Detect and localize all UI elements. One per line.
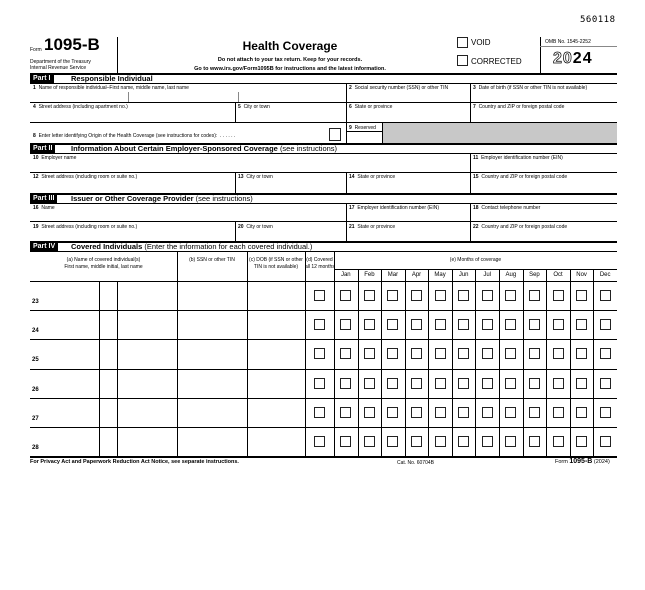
row-27-all-12-months-checkbox[interactable] — [314, 407, 325, 418]
row-23-all-12-months-checkbox[interactable] — [314, 290, 325, 301]
month-header-feb: Feb — [364, 272, 375, 278]
form-title: Health Coverage — [242, 39, 338, 53]
row-25-nov-checkbox[interactable] — [576, 348, 587, 359]
row-27-sep-checkbox[interactable] — [529, 407, 540, 418]
row-23-mar-checkbox[interactable] — [387, 290, 398, 301]
row-24-jun-checkbox[interactable] — [458, 319, 469, 330]
row-26-dec-checkbox[interactable] — [600, 378, 611, 389]
row-23-jun-checkbox[interactable] — [458, 290, 469, 301]
line-22-label: 22 Country and ZIP or foreign postal code — [473, 224, 568, 230]
row-24-jan-checkbox[interactable] — [340, 319, 351, 330]
part1-tag: Part I — [30, 74, 54, 83]
line-17-label: 17 Employer identification number (EIN) — [349, 205, 440, 211]
month-header-jul: Jul — [483, 272, 492, 278]
month-header-jun: Jun — [458, 272, 469, 278]
row-23-sep-checkbox[interactable] — [529, 290, 540, 301]
row-27-dec-checkbox[interactable] — [600, 407, 611, 418]
row-23-oct-checkbox[interactable] — [553, 290, 564, 301]
corrected-label: CORRECTED — [471, 57, 522, 66]
tax-year-suffix: 24 — [572, 50, 593, 67]
month-header-sep: Sep — [529, 272, 540, 278]
col-e-header: (e) Months of coverage — [449, 257, 502, 263]
part3-tag: Part III — [30, 194, 57, 203]
row-23-dec-checkbox[interactable] — [600, 290, 611, 301]
row-28-apr-checkbox[interactable] — [411, 436, 422, 447]
part4-tag: Part IV — [30, 242, 58, 251]
row-26-all-12-months-checkbox[interactable] — [314, 378, 325, 389]
month-header-may: May — [434, 272, 446, 278]
row-27-jul-checkbox[interactable] — [482, 407, 493, 418]
row-23-may-checkbox[interactable] — [435, 290, 446, 301]
row-24-apr-checkbox[interactable] — [411, 319, 422, 330]
line-8-origin-input[interactable] — [329, 128, 341, 141]
row-24-may-checkbox[interactable] — [435, 319, 446, 330]
row-28-aug-checkbox[interactable] — [505, 436, 516, 447]
row-26-nov-checkbox[interactable] — [576, 378, 587, 389]
row-25-oct-checkbox[interactable] — [553, 348, 564, 359]
tax-year-prefix: 20 — [553, 50, 573, 67]
row-27-nov-checkbox[interactable] — [576, 407, 587, 418]
line-3-label: 3 Date of birth (if SSN or other TIN is not available) — [473, 85, 588, 91]
line-16-label: 16 Name — [33, 205, 55, 211]
omb-number: OMB No. 1545-2252 — [545, 39, 591, 45]
row-28-all-12-months-checkbox[interactable] — [314, 436, 325, 447]
row-26-may-checkbox[interactable] — [435, 378, 446, 389]
row-28-mar-checkbox[interactable] — [387, 436, 398, 447]
row-26-aug-checkbox[interactable] — [505, 378, 516, 389]
form-subtitle-2: Go to www.irs.gov/Form1095B for instructions and the latest information. — [194, 66, 386, 72]
row-23-apr-checkbox[interactable] — [411, 290, 422, 301]
month-header-dec: Dec — [599, 272, 611, 278]
row-24-mar-checkbox[interactable] — [387, 319, 398, 330]
row-28-dec-checkbox[interactable] — [600, 436, 611, 447]
line-6-label: 6 State or province — [349, 104, 393, 110]
line-12-label: 12 Street address (including room or suite no.) — [33, 174, 138, 180]
row-24-all-12-months-checkbox[interactable] — [314, 319, 325, 330]
row-25-sep-checkbox[interactable] — [529, 348, 540, 359]
row-number-23: 23 — [32, 299, 39, 305]
part3-title: Issuer or Other Coverage Provider (see instructions) — [71, 194, 253, 203]
line-11-label: 11 Employer identification number (EIN) — [473, 155, 563, 161]
row-27-aug-checkbox[interactable] — [505, 407, 516, 418]
void-checkbox[interactable] — [457, 37, 468, 48]
line-21-label: 21 State or province — [349, 224, 396, 230]
row-27-oct-checkbox[interactable] — [553, 407, 564, 418]
part1-title: Responsible Individual — [71, 74, 153, 83]
part2-tag: Part II — [30, 144, 55, 153]
row-28-jul-checkbox[interactable] — [482, 436, 493, 447]
line-5-label: 5 City or town — [238, 104, 270, 110]
row-28-sep-checkbox[interactable] — [529, 436, 540, 447]
row-24-oct-checkbox[interactable] — [553, 319, 564, 330]
col-c-header-2: TIN is not available) — [253, 264, 299, 270]
row-25-jul-checkbox[interactable] — [482, 348, 493, 359]
line-4-label: 4 Street address (including apartment no.) — [33, 104, 128, 110]
line-8-label: 8 Enter letter identifying Origin of the Health Coverage (see instructions for codes): . . . . . . — [33, 133, 236, 139]
row-24-jul-checkbox[interactable] — [482, 319, 493, 330]
footer-form-id: Form 1095-B (2024) — [555, 458, 610, 465]
col-c-header-1: (c) DOB (if SSN or other — [249, 257, 303, 263]
row-27-jan-checkbox[interactable] — [340, 407, 351, 418]
row-28-oct-checkbox[interactable] — [553, 436, 564, 447]
form-control-number: 560118 — [580, 15, 616, 25]
row-27-may-checkbox[interactable] — [435, 407, 446, 418]
line-14-label: 14 State or province — [349, 174, 396, 180]
row-28-jan-checkbox[interactable] — [340, 436, 351, 447]
row-25-dec-checkbox[interactable] — [600, 348, 611, 359]
form-subtitle-1: Do not attach to your tax return. Keep for your records. — [217, 57, 363, 63]
line-15-label: 15 Country and ZIP or foreign postal code — [473, 174, 568, 180]
row-24-dec-checkbox[interactable] — [600, 319, 611, 330]
row-28-jun-checkbox[interactable] — [458, 436, 469, 447]
month-header-jan: Jan — [340, 272, 351, 278]
line-1-label: 1 Name of responsible individual–First name, middle name, last name — [33, 85, 189, 91]
row-25-apr-checkbox[interactable] — [411, 348, 422, 359]
department: Department of the Treasury — [30, 59, 91, 65]
row-25-mar-checkbox[interactable] — [387, 348, 398, 359]
line-7-label: 7 Country and ZIP or foreign postal code — [473, 104, 565, 110]
row-25-jan-checkbox[interactable] — [340, 348, 351, 359]
row-28-may-checkbox[interactable] — [435, 436, 446, 447]
row-27-mar-checkbox[interactable] — [387, 407, 398, 418]
row-25-aug-checkbox[interactable] — [505, 348, 516, 359]
row-number-27: 27 — [32, 416, 39, 422]
row-28-nov-checkbox[interactable] — [576, 436, 587, 447]
month-header-aug: Aug — [505, 272, 517, 278]
col-b-header: (b) SSN or other TIN — [189, 257, 235, 263]
row-25-jun-checkbox[interactable] — [458, 348, 469, 359]
row-26-jan-checkbox[interactable] — [340, 378, 351, 389]
row-26-oct-checkbox[interactable] — [553, 378, 564, 389]
row-26-apr-checkbox[interactable] — [411, 378, 422, 389]
month-header-apr: Apr — [411, 272, 422, 278]
row-25-feb-checkbox[interactable] — [364, 348, 375, 359]
row-24-aug-checkbox[interactable] — [505, 319, 516, 330]
row-26-jul-checkbox[interactable] — [482, 378, 493, 389]
row-23-aug-checkbox[interactable] — [505, 290, 516, 301]
row-27-apr-checkbox[interactable] — [411, 407, 422, 418]
part2-title: Information About Certain Employer-Sponsored Coverage (see instructions) — [71, 144, 338, 153]
row-25-all-12-months-checkbox[interactable] — [314, 348, 325, 359]
tax-year — [553, 50, 593, 68]
line-20-label: 20 City or town — [238, 224, 273, 230]
month-header-oct: Oct — [553, 272, 563, 278]
row-number-25: 25 — [32, 357, 39, 363]
line-18-label: 18 Contact telephone number — [473, 205, 541, 211]
line-10-label: 10 Employer name — [33, 155, 77, 161]
catalog-number: Cat. No. 60704B — [397, 460, 434, 466]
row-number-26: 26 — [32, 387, 39, 393]
row-26-sep-checkbox[interactable] — [529, 378, 540, 389]
col-a-header-2: First name, middle initial, last name — [64, 264, 143, 270]
col-d-header-1: (d) Covered — [306, 257, 333, 263]
row-26-jun-checkbox[interactable] — [458, 378, 469, 389]
part4-title: Covered Individuals (Enter the information for each covered individual.) — [71, 242, 313, 251]
corrected-checkbox[interactable] — [457, 55, 468, 66]
void-label: VOID — [471, 38, 491, 47]
col-a-header-1: (a) Name of covered individual(s) — [66, 257, 141, 263]
row-26-mar-checkbox[interactable] — [387, 378, 398, 389]
row-25-may-checkbox[interactable] — [435, 348, 446, 359]
row-23-nov-checkbox[interactable] — [576, 290, 587, 301]
month-header-mar: Mar — [387, 272, 399, 278]
line-2-label: 2 Social security number (SSN) or other TIN — [349, 85, 449, 91]
row-number-24: 24 — [32, 328, 39, 334]
form-number: 1095-B — [44, 35, 100, 54]
month-header-nov: Nov — [576, 272, 587, 278]
irs-name: Internal Revenue Service — [30, 65, 87, 71]
line-9-label: 9 Reserved — [349, 125, 376, 131]
line-13-label: 13 City or town — [238, 174, 273, 180]
row-number-28: 28 — [32, 445, 39, 451]
row-24-sep-checkbox[interactable] — [529, 319, 540, 330]
form-prefix: Form — [30, 47, 42, 53]
row-27-feb-checkbox[interactable] — [364, 407, 375, 418]
col-d-header-2: all 12 months — [305, 264, 335, 270]
row-23-jan-checkbox[interactable] — [340, 290, 351, 301]
privacy-notice: For Privacy Act and Paperwork Reduction Act Notice, see separate instructions. — [30, 459, 239, 465]
row-26-feb-checkbox[interactable] — [364, 378, 375, 389]
row-23-feb-checkbox[interactable] — [364, 290, 375, 301]
row-28-feb-checkbox[interactable] — [364, 436, 375, 447]
row-24-feb-checkbox[interactable] — [364, 319, 375, 330]
row-24-nov-checkbox[interactable] — [576, 319, 587, 330]
row-23-jul-checkbox[interactable] — [482, 290, 493, 301]
row-27-jun-checkbox[interactable] — [458, 407, 469, 418]
line-19-label: 19 Street address (including room or suite no.) — [33, 224, 138, 230]
